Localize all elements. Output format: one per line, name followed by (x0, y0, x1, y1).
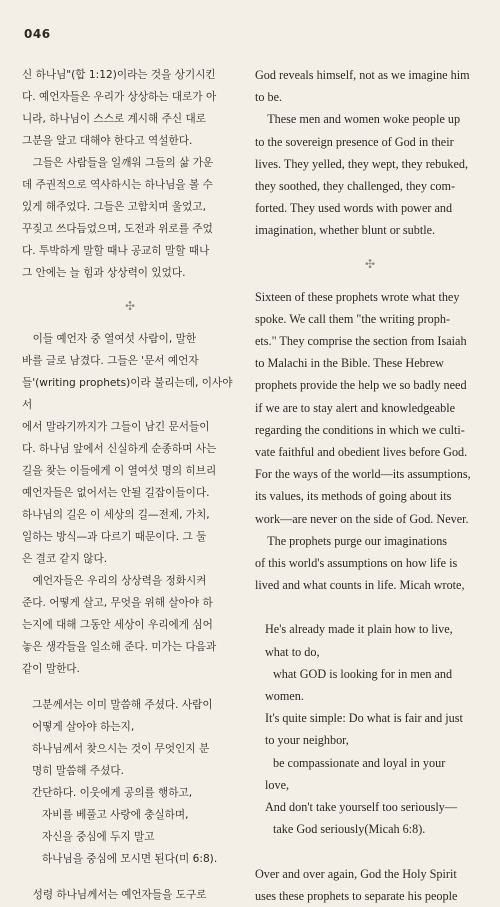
ko-paragraph-5 (22, 884, 238, 906)
text-line: Sixteen of these prophets wrote what they (255, 289, 460, 304)
text-line: 는지에 대해 그동안 세상이 우리에게 심어 (22, 619, 213, 631)
en-quotation (255, 618, 485, 840)
text-line: 그들은 사람들을 일깨워 그들의 삶 가운 (32, 157, 214, 169)
text-line: if we are to stay alert and knowledgeable (255, 400, 455, 415)
text-line: women. (265, 689, 304, 704)
text-line: 길을 찾는 이들에게 이 열여섯 명의 히브리 (22, 465, 217, 477)
en-paragraph-2 (255, 108, 485, 241)
text-line: He's already made it plain how to live, (265, 622, 453, 637)
text-line: 그분을 알고 대해야 한다고 역설한다. (22, 135, 193, 147)
english-column (255, 64, 485, 907)
text-line: 그분께서는 이미 말씀해 주셨다. 사람이 (32, 699, 213, 711)
text-line: to be. (255, 90, 283, 105)
page-number: 046 (24, 27, 51, 41)
text-line: Over and over again, God the Holy Spirit (255, 866, 457, 881)
en-paragraph-1 (255, 64, 485, 108)
text-line: 신 하나님"(합 1:12)이라는 것을 상기시킨 (22, 69, 216, 81)
text-line: to your neighbor, (265, 733, 349, 748)
text-line: 에서 말라기까지가 그들이 남긴 문서들이 (22, 421, 210, 433)
text-line: God reveals himself, not as we imagine him (255, 68, 470, 82)
en-paragraph-3 (255, 286, 485, 530)
text-line: ets." They comprise the section from Isaiah (255, 334, 467, 349)
text-line: to Malachi in the Bible. These Hebrew (255, 356, 444, 371)
text-line: 일하는 방식—과 다르기 때문이다. 그 둘 (22, 531, 207, 543)
text-line: be compassionate and loyal in your (273, 755, 446, 770)
section-ornament-icon: ✣ (124, 299, 136, 313)
section-ornament-icon: ✣ (364, 256, 376, 271)
text-line: 준다. 어떻게 살고, 무엇을 위해 살아야 하 (22, 597, 213, 609)
ko-paragraph-1 (22, 64, 238, 152)
text-line: 이들 예언자 중 열여섯 사람이, 말한 (32, 333, 197, 345)
text-line: 바를 글로 남겼다. 그들은 '문서 예언자 (22, 355, 199, 367)
text-line: 은 결코 같지 않다. (22, 553, 108, 565)
ko-paragraph-3 (22, 328, 238, 570)
text-line: what to do, (265, 644, 320, 659)
text-line: of this world's assumptions on how life is (255, 556, 458, 571)
korean-column (22, 64, 238, 906)
text-line: take God seriously(Micah 6:8). (273, 822, 426, 837)
en-paragraph-4 (255, 530, 485, 597)
text-line: 다. 하나님 앞에서 신실하게 순종하며 사는 (22, 443, 217, 455)
text-line: 있게 해주었다. 그들은 고함치며 울었고, (22, 201, 206, 213)
text-line: lived and what counts in life. Micah wrote, (255, 578, 465, 593)
text-line: 하나님을 중심에 모시면 된다(미 6:8). (42, 853, 218, 865)
text-line: prophets provide the help we so badly need (255, 378, 467, 393)
text-line: 그 안에는 늘 힘과 상상력이 있었다. (22, 267, 186, 279)
text-line: work—are never on the side of God. Never. (255, 511, 469, 526)
text-line: It's quite simple: Do what is fair and just (265, 711, 463, 726)
text-line: 예언자들은 우리의 상상력을 정화시켜 (32, 575, 207, 587)
text-line: what GOD is looking for in men and (273, 666, 453, 681)
text-line: 같이 말한다. (22, 663, 80, 675)
text-line: 자비를 베풀고 사랑에 충실하며, (42, 809, 189, 821)
text-line: 성령 하나님께서는 예언자들을 도구로 (32, 889, 207, 901)
text-line: 간단하다. 이웃에게 공의를 행하고, (32, 787, 193, 799)
text-line: 놓은 생각들을 일소해 준다. 미가는 다음과 (22, 641, 217, 653)
ko-quotation (22, 694, 238, 870)
ko-paragraph-4 (22, 570, 238, 680)
text-line: 데 주권적으로 역사하시는 하나님을 볼 수 (22, 179, 213, 191)
text-line: uses these prophets to separate his people (255, 888, 458, 903)
text-line: 자신을 중심에 두지 말고 (42, 831, 155, 843)
text-line: The prophets purge our imaginations (267, 533, 448, 548)
text-line: they soothed, they challenged, they com- (255, 179, 456, 194)
text-line: 하나님의 길은 이 세상의 길—전제, 가치, (22, 509, 210, 521)
text-line: 꾸짖고 쓰다듬었으며, 도전과 위로를 주었 (22, 223, 213, 235)
text-line: 다. 투박하게 말할 때나 공교히 말할 때나 (22, 245, 210, 257)
text-line: vate faithful and obedient lives before God. (255, 445, 468, 460)
text-line: regarding the conditions in which we culti- (255, 422, 465, 437)
text-line: 들'(writing prophets)이라 불리는데, 이사야서 (22, 377, 233, 411)
text-line: forted. They used words with power and (255, 201, 453, 216)
text-line: its values, its methods of going about its (255, 489, 452, 504)
text-line: 어떻게 살아야 하는지, (32, 721, 135, 733)
text-line: love, (265, 777, 290, 792)
text-line: lives. They yelled, they wept, they rebuked, (255, 156, 468, 171)
text-line: For the ways of the world—its assumptions, (255, 467, 471, 482)
text-line: 예언자들은 없어서는 안될 길잡이들이다. (22, 487, 210, 499)
text-line: imagination, whether blunt or subtle. (255, 223, 436, 238)
text-line: 명히 말씀해 주셨다. (32, 765, 124, 777)
en-paragraph-5 (255, 863, 485, 907)
text-line: spoke. We call them "the writing proph- (255, 311, 450, 326)
text-line: And don't take yourself too seriously— (265, 800, 458, 815)
text-line: These men and women woke people up (267, 112, 461, 127)
text-line: 다. 예언자들은 우리가 상상하는 대로가 아 (22, 91, 217, 103)
ko-paragraph-2 (22, 152, 238, 284)
text-line: 니라, 하나님이 스스로 계시해 주신 대로 (22, 113, 206, 125)
text-line: to the sovereign presence of God in their (255, 134, 454, 149)
text-line: 하나님께서 찾으시는 것이 무엇인지 분 (32, 743, 210, 755)
